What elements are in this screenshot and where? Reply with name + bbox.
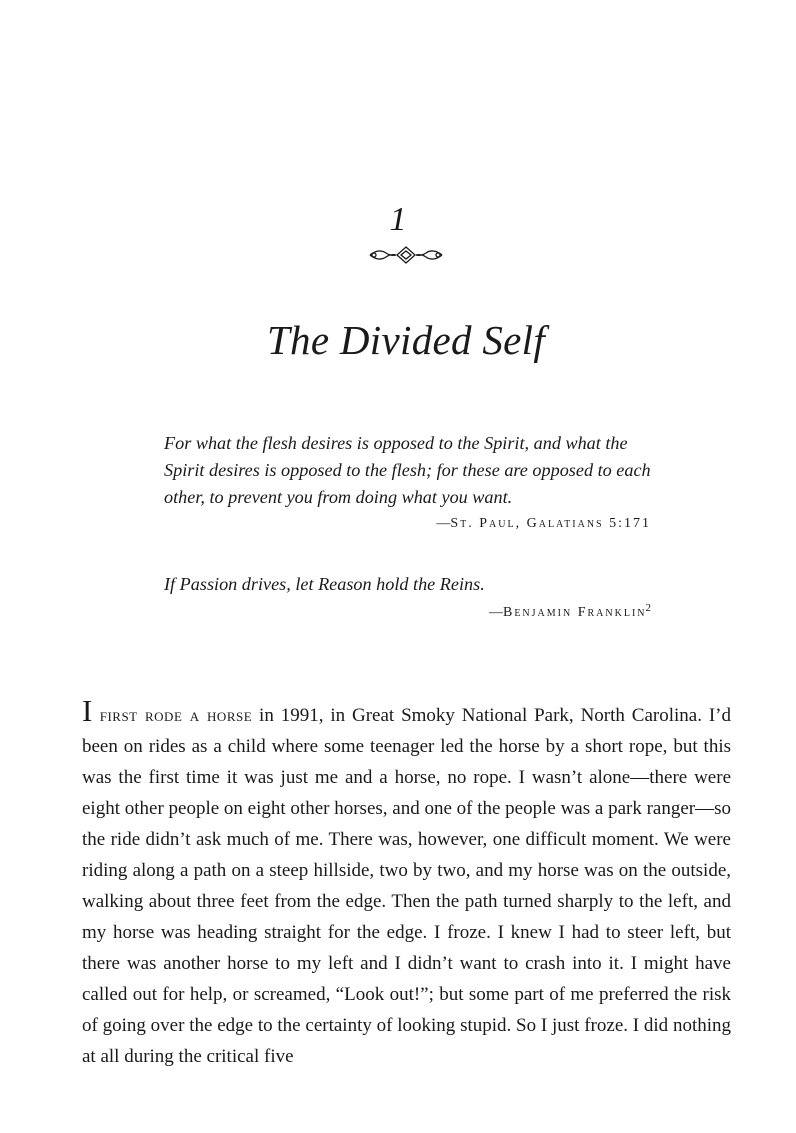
epigraph-2-note: 2	[645, 602, 651, 614]
epigraph-2-attribution: —Benjamin Franklin$^2$	[488, 602, 651, 620]
epigraph-1-attribution: —St. Paul, Galatians 5:171	[436, 516, 651, 531]
epigraph-1-text: For what the flesh desires is opposed to the Spirit, and what the Spirit desires is opposed to the flesh; for these are opposed to each other, to prevent you from doing what you want.	[164, 433, 651, 507]
drop-cap: I	[82, 693, 93, 728]
epigraph-2-text: If Passion drives, let Reason hold the Reins.	[164, 574, 485, 594]
epigraph-2-source: Benjamin Franklin	[502, 605, 647, 620]
lead-in: first rode a horse	[92, 705, 253, 726]
chapter-number: 1	[389, 201, 407, 238]
body-text: in 1991, in Great Smoky National Park, North Carolina. I’d been on rides as a child where some teenager led the horse by a short rope, but this was the first time it was just me and a horse, no rope. I wasn’t alone—there were eight other people on eight other horses, and one of the people was a park ranger—so the ride didn’t ask much of me. There was, however, one difficult moment. We were riding along a path on a steep hillside, two by two, and my horse was on the outside, walking about three feet from the edge. Then the path turned sharply to the left, and my horse was heading straight for the edge. I froze. I knew I had to steer left, but there was another horse to my left and I didn’t want to crash into it. I might have called out for help, or screamed, “Look out!”; but some part of me preferred the risk of going over the edge to the certainty of looking stupid. So I just froze. I did nothing at all during the critical five	[82, 705, 731, 1067]
scroll-ornament-icon	[368, 244, 444, 266]
epigraph-1-note: 1	[642, 516, 651, 531]
chapter-title: The Divided Self	[266, 317, 546, 363]
body-paragraph	[82, 693, 731, 1072]
epigraph-1-source: St. Paul, Galatians 5:17	[450, 516, 642, 531]
